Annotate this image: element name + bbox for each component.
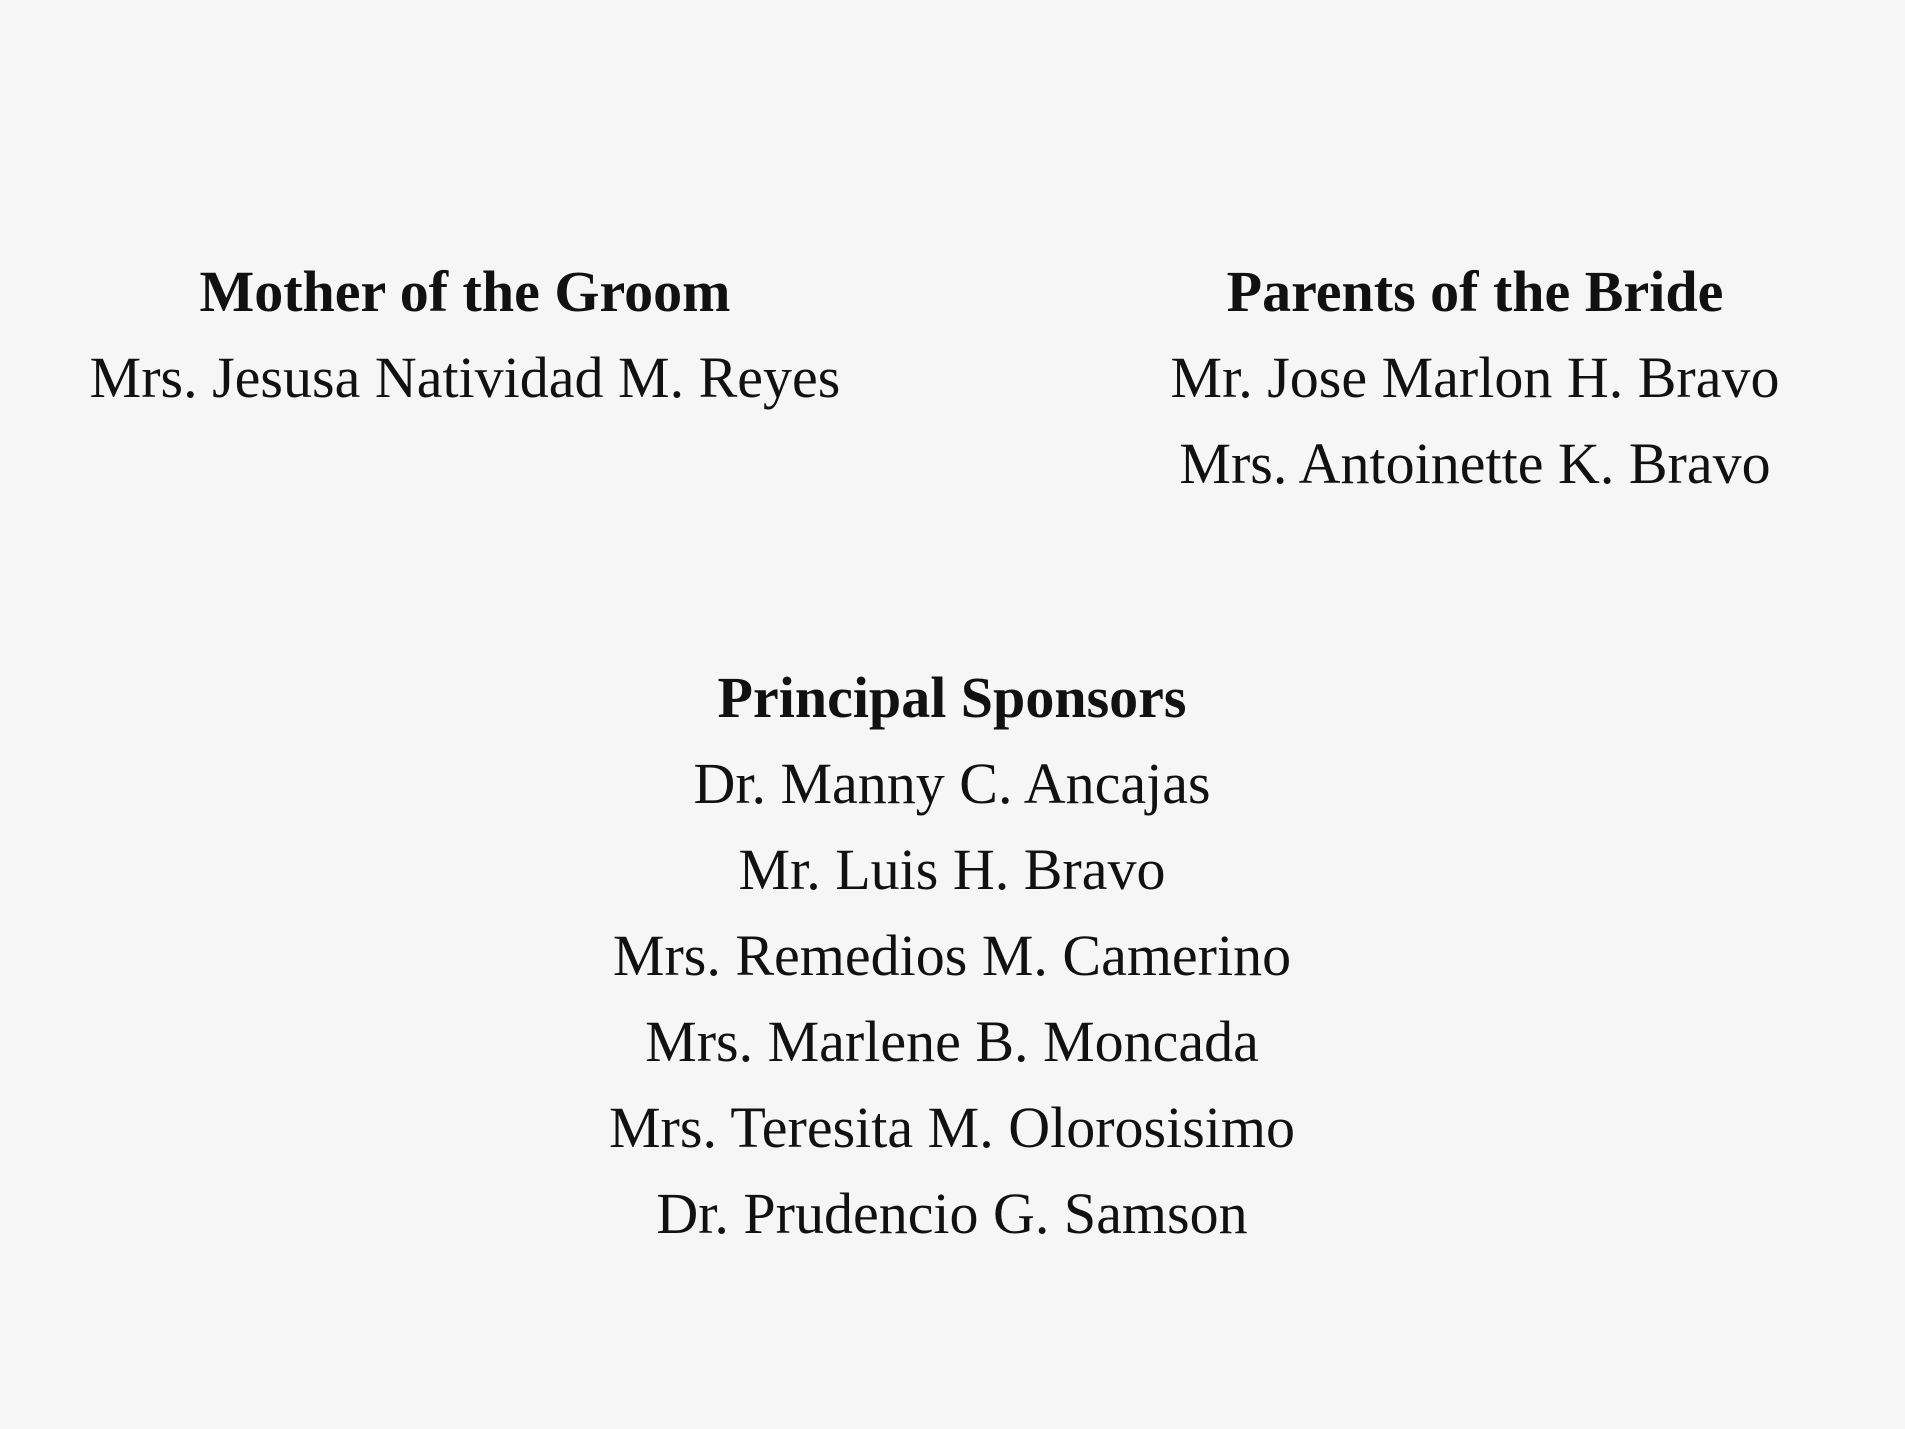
sponsor-name: Mrs. Marlene B. Moncada — [645, 1009, 1259, 1074]
principal-sponsors-heading: Principal Sponsors — [717, 665, 1187, 730]
mother-of-groom-name: Mrs. Jesusa Natividad M. Reyes — [89, 345, 841, 410]
sponsor-name: Mr. Luis H. Bravo — [738, 837, 1166, 902]
parents-of-bride-heading: Parents of the Bride — [1226, 259, 1724, 324]
sponsor-name: Dr. Manny C. Ancajas — [693, 751, 1211, 816]
father-of-bride-name: Mr. Jose Marlon H. Bravo — [1170, 345, 1780, 410]
sponsor-name: Dr. Prudencio G. Samson — [656, 1181, 1248, 1246]
principal-sponsors-section — [452, 655, 1452, 1257]
mother-of-bride-name: Mrs. Antoinette K. Bravo — [1179, 431, 1771, 496]
mother-of-groom-section — [20, 249, 910, 421]
sponsor-name: Mrs. Remedios M. Camerino — [612, 923, 1292, 988]
mother-of-groom-heading: Mother of the Groom — [199, 259, 731, 324]
sponsor-name: Mrs. Teresita M. Olorosisimo — [608, 1095, 1295, 1160]
parents-of-bride-section — [1030, 249, 1905, 507]
